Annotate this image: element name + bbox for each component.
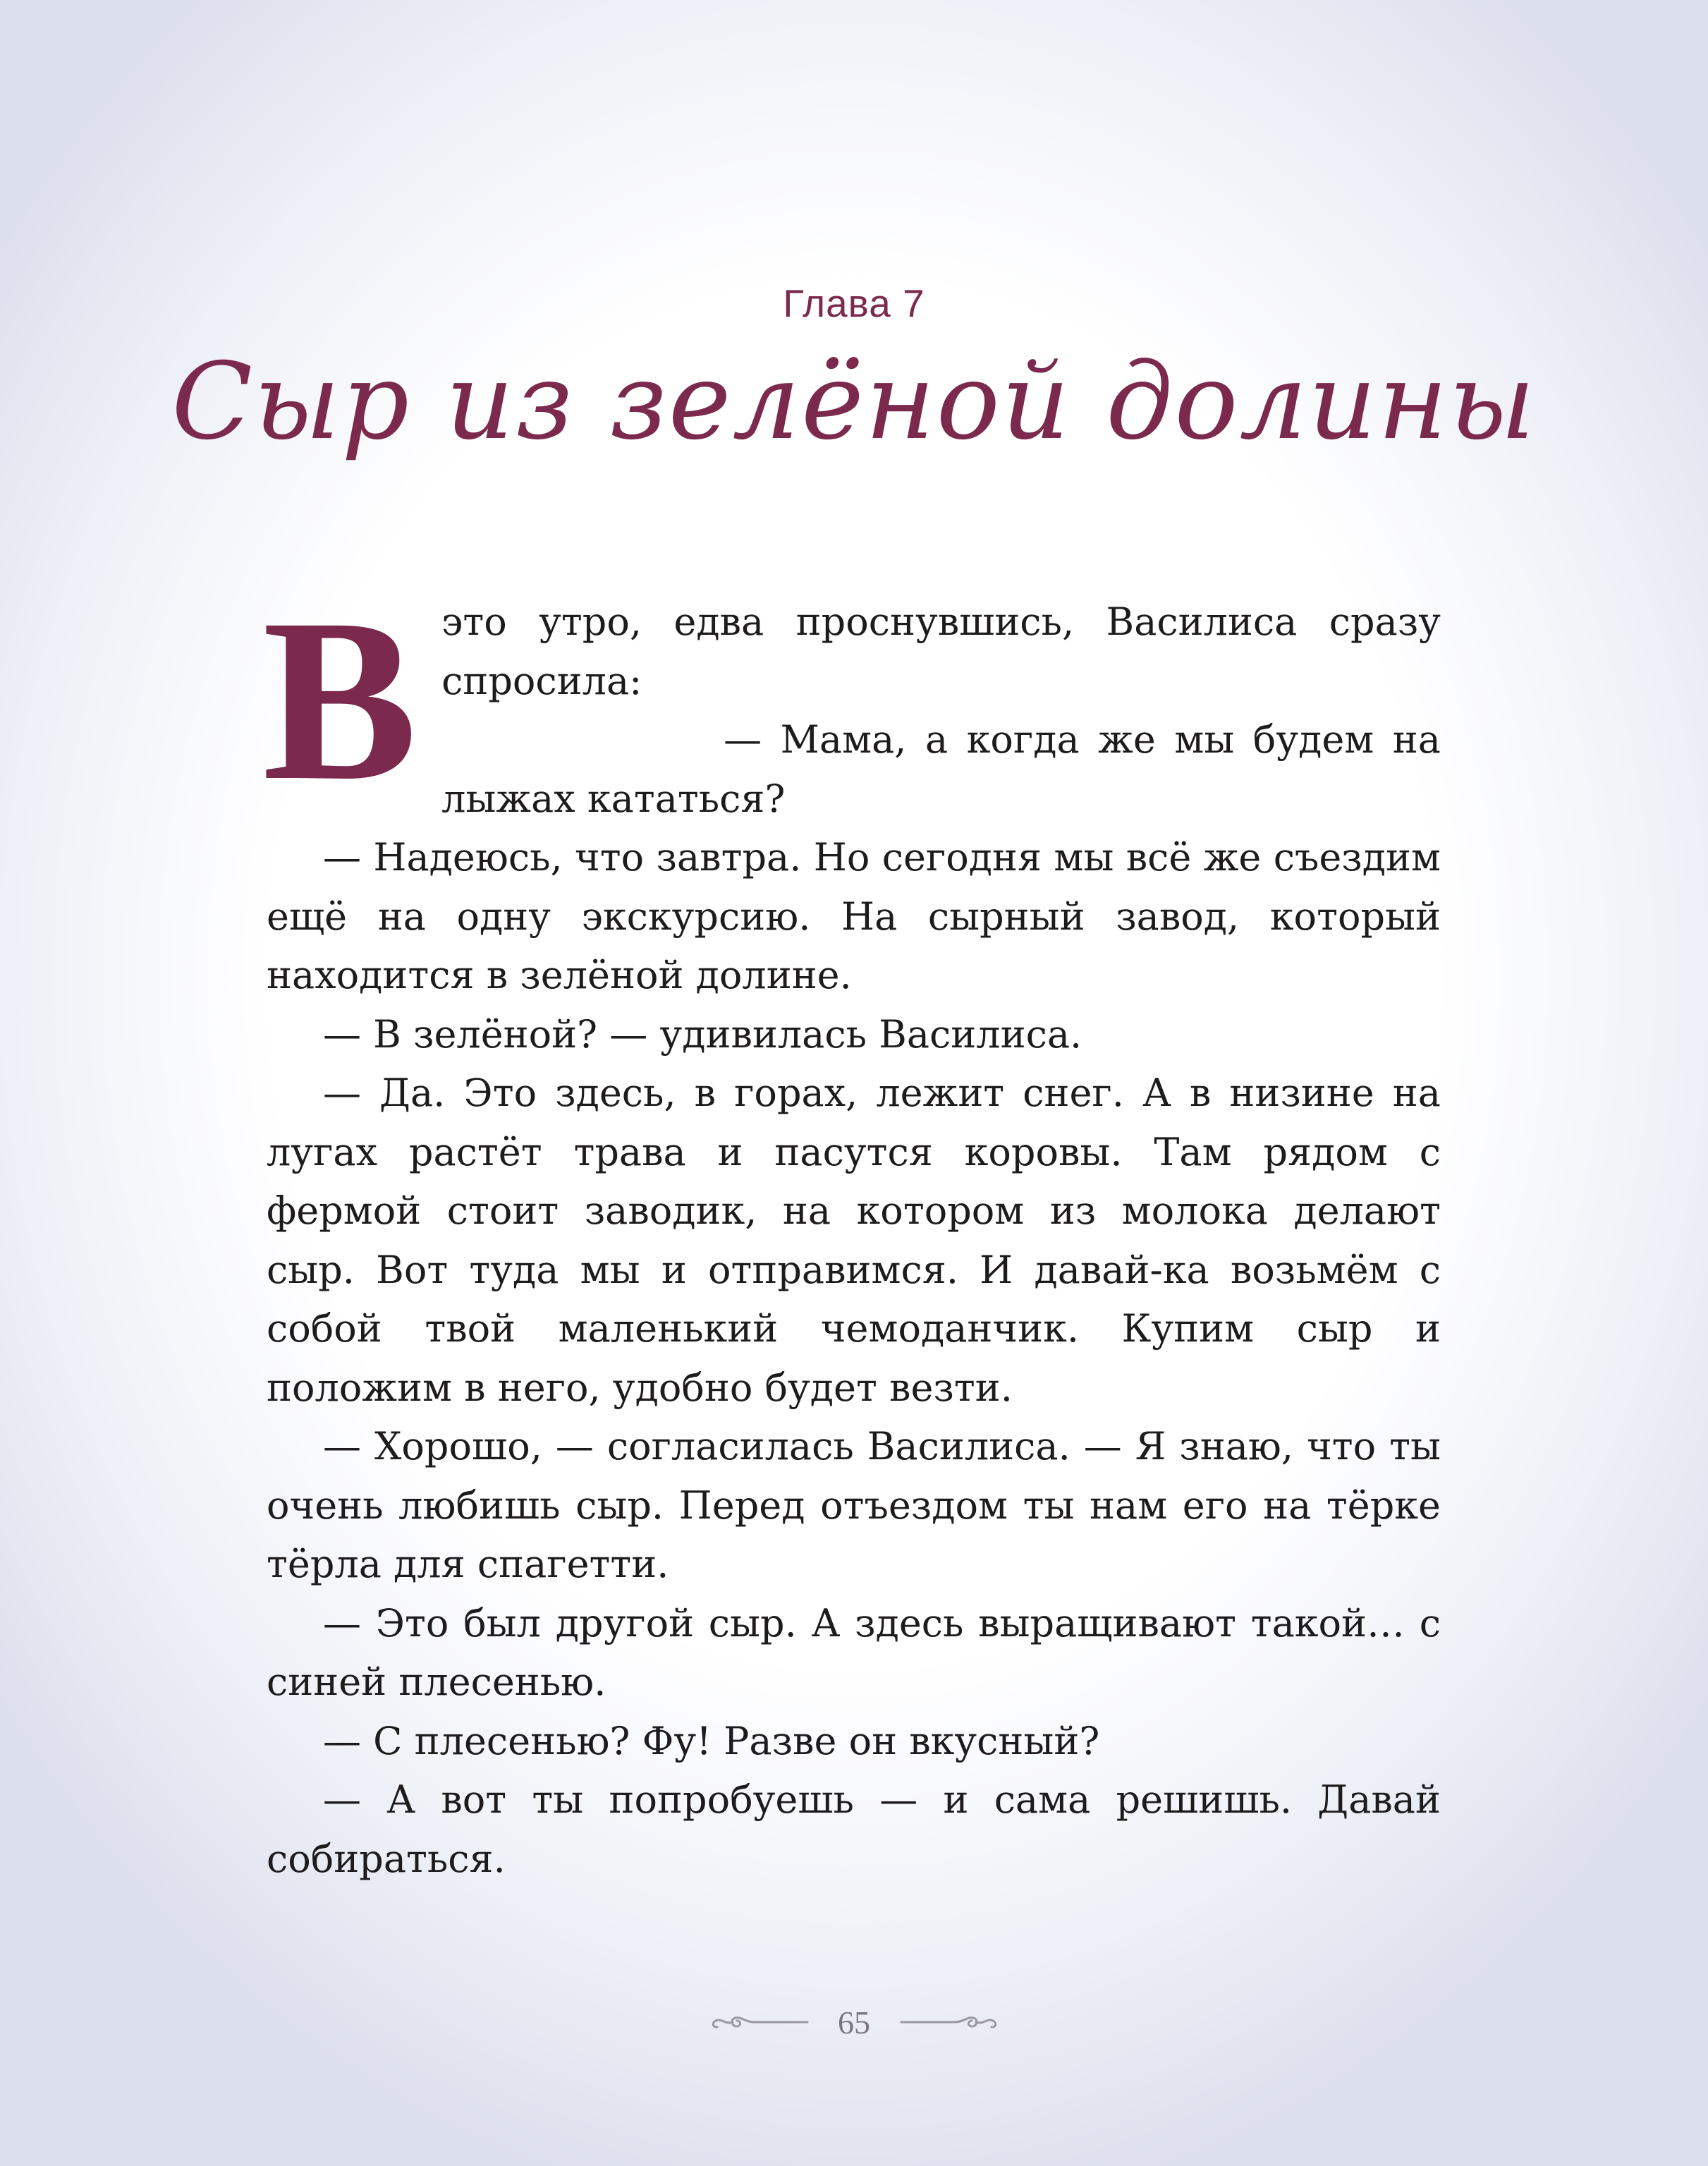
chapter-title: Сыр из зелёной долины [171, 341, 1537, 463]
page-footer [0, 2000, 1708, 2041]
paragraph-6: — Хорошо, — согласилась Василиса. — Я знаю, что ты очень любишь сыр. Перед отъездом ты нам его на тёрке тёрла для спагетти. [267, 1424, 1441, 1586]
paragraph-4: — В зелёной? — удивилась Василиса. [323, 1011, 1082, 1057]
paragraph-5: — Да. Это здесь, в горах, лежит снег. А в низине на лугах растёт трава и пасутся коровы. Там рядом с фермой стоит заводик, на котором из молока делают сыр. Вот туда мы и отправимся. И давай-ка возьмём с собой твой маленький чемоданчик. Купим сыр и положим в него, удобно будет везти. [267, 1071, 1441, 1410]
paragraph-7: — Это был другой сыр. А здесь выращивают такой… с синей плесенью. [267, 1600, 1441, 1704]
paragraph-1-text: это утро, едва проснувшись, Василиса сразу спросила: [441, 600, 1441, 703]
chapter-label: Глава 7 [783, 281, 925, 325]
drop-cap: В [262, 571, 418, 829]
paragraph-8: — С плесенью? Фу! Разве он вкусный? [323, 1718, 1100, 1763]
paragraph-9: — А вот ты попробуешь — и сама решишь. Давай собираться. [267, 1777, 1441, 1881]
paragraph-3: — Надеюсь, что завтра. Но сегодня мы всё же съездим ещё на одну экскурсию. На сырный завод, который находится в зелёной долине. [267, 835, 1441, 997]
right-flourish-icon [898, 2008, 1004, 2036]
body-text [262, 571, 1441, 1888]
left-flourish-icon [704, 2008, 810, 2036]
page-number: 65 [838, 2004, 870, 2040]
paragraph-2: — Мама, а когда же мы будем на лыжах кататься? [441, 717, 1441, 821]
